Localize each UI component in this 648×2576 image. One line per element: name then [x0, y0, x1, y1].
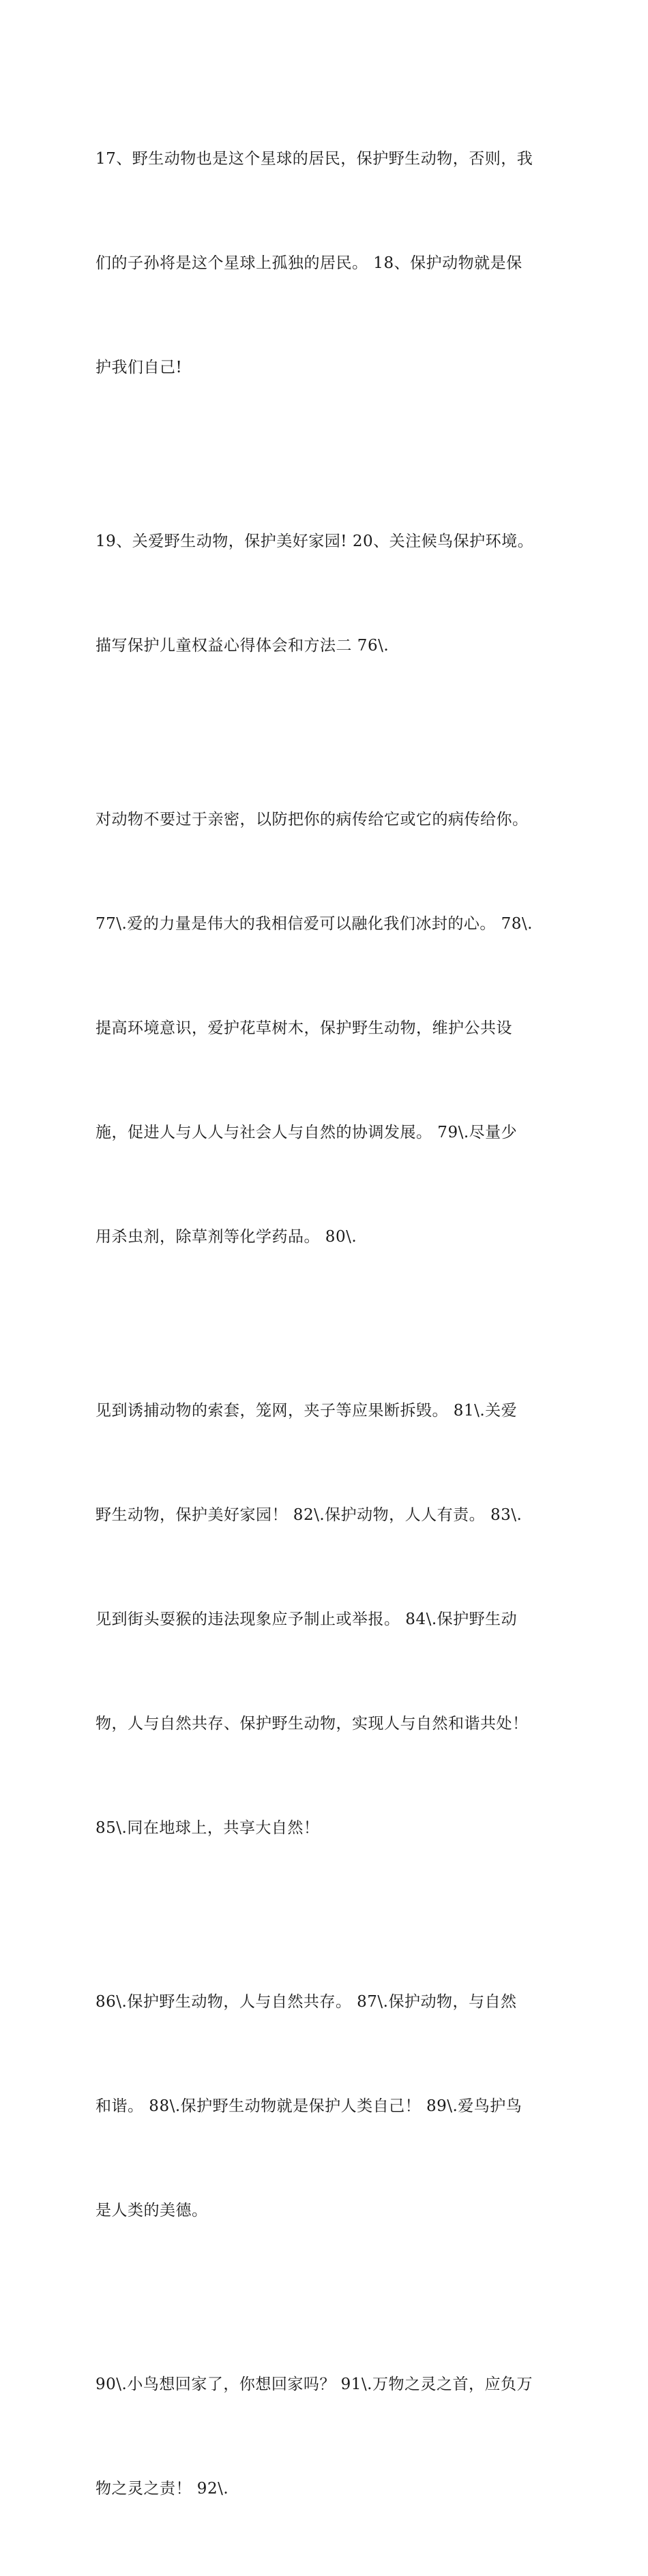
text-line: 们的子孙将是这个星球上孤独的居民。 18、保护动物就是保 [95, 254, 522, 272]
text-line: 85\.同在地球上，共享大自然！ [95, 1819, 320, 1837]
text-line: 物，人与自然共存、保护野生动物，实现人与自然和谐共处！ [95, 1715, 529, 1733]
paragraph [95, 1324, 559, 1915]
text-line: 野生动物，保护美好家园！ 82\.保护动物，人人有责。 83\. [95, 1506, 522, 1524]
text-line: 物之灵之责！ 92\. [95, 2480, 229, 2498]
paragraph [95, 733, 559, 1324]
text-line: 见到诱捕动物的索套，笼网，夹子等应果断拆毁。 81\.关爱 [95, 1402, 518, 1420]
text-line: 对动物不要过于亲密，以防把你的病传给它或它的病传给你。 [95, 811, 529, 828]
text-line: 77\.爱的力量是伟大的我相信爱可以融化我们冰封的心。 78\. [95, 915, 533, 933]
paragraph [95, 72, 559, 455]
text-line: 提高环境意识，爱护花草树木，保护野生动物，维护公共设 [95, 1019, 512, 1037]
text-line: 见到街头耍猴的违法现象应予制止或举报。 84\.保护野生动 [95, 1611, 518, 1628]
paragraph [95, 2298, 559, 2576]
text-line: 描写保护儿童权益心得体会和方法二 76\. [95, 637, 389, 655]
paragraph [95, 1915, 559, 2298]
text-line: 用杀虫剂，除草剂等化学药品。 80\. [95, 1228, 357, 1246]
text-line: 和谐。 88\.保护野生动物就是保护人类自己！ 89\.爱鸟护鸟 [95, 2097, 522, 2115]
document-body [95, 72, 559, 2576]
text-line: 是人类的美德。 [95, 2202, 208, 2219]
text-line: 施，促进人与人人与社会人与自然的协调发展。 79\.尽量少 [95, 1124, 518, 1141]
text-line: 护我们自己! [95, 359, 183, 376]
text-line: 90\.小鸟想回家了，你想回家吗？ 91\.万物之灵之首，应负万 [95, 2376, 533, 2393]
paragraph [95, 455, 559, 733]
text-line: 17、野生动物也是这个星球的居民，保护野生动物，否则，我 [95, 150, 533, 168]
text-line: 19、关爱野生动物，保护美好家园! 20、关注候鸟保护环境。 [95, 533, 534, 550]
text-line: 86\.保护野生动物，人与自然共存。 87\.保护动物，与自然 [95, 1993, 517, 2011]
